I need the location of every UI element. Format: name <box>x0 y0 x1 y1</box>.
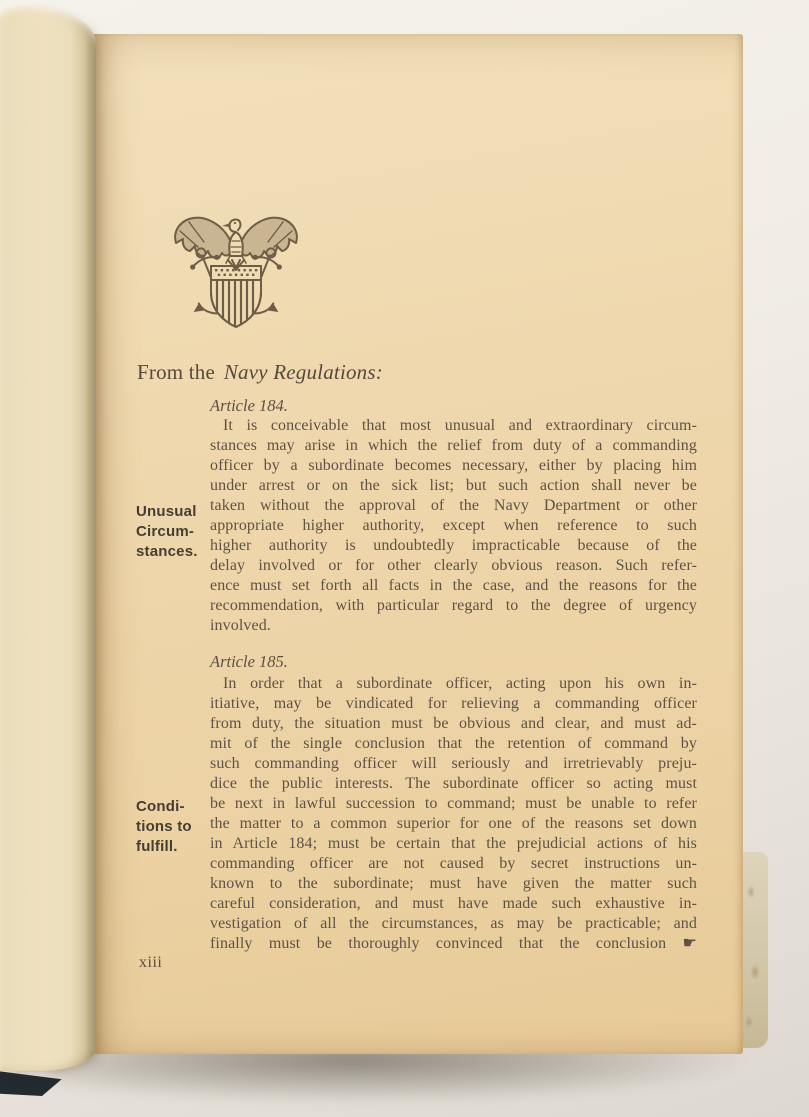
text-line: mit of the single conclusion that the retention of command by <box>210 735 697 752</box>
navy-crest-emblem <box>170 210 302 338</box>
facing-page <box>0 5 96 1071</box>
text-line: stances may arise in which the relief from duty of a commanding <box>210 437 697 454</box>
book-page <box>93 34 743 1054</box>
margin-note-line: Unusual <box>136 503 197 520</box>
page-deckle-edges <box>741 852 768 1048</box>
text-line: be next in lawful succession to command; must be unable to refer <box>210 795 697 812</box>
text-line: under arrest or on the sick list; but such action shall never be <box>210 477 697 494</box>
navy-crest-icon <box>170 210 302 338</box>
text-line: delay involved or for other clearly obvious reason. Such refer- <box>210 557 697 574</box>
text-line: vestigation of all the circumstances, as may be practicable; and <box>210 915 697 932</box>
text-line: involved. <box>210 617 271 634</box>
margin-note-line: Circum- <box>136 523 195 540</box>
text-line: such commanding officer will seriously and irretrievably preju- <box>210 755 697 772</box>
heading-prefix: From the <box>137 360 216 384</box>
text-line: appropriate higher authority, except when reference to such <box>210 517 697 534</box>
page-heading <box>137 360 383 385</box>
article-185-title: Article 185. <box>210 652 288 671</box>
margin-note-line: fulfill. <box>136 838 178 855</box>
article-184-paragraph <box>210 416 697 636</box>
margin-note-line: tions to <box>136 818 192 835</box>
page-number: xiii <box>139 954 163 971</box>
text-line: higher authority is undoubtedly impracticable because of the <box>210 537 697 554</box>
text-line: dice the public interests. The subordinate officer so acting must <box>210 775 697 792</box>
text-line: in Article 184; must be certain that the prejudicial actions of his <box>210 835 697 852</box>
text-line: commanding officer are not caused by secret instructions un- <box>210 855 697 872</box>
text-line: It is conceivable that most unusual and extraordinary circum- <box>223 417 697 434</box>
heading-italic: Navy Regulations: <box>223 360 383 384</box>
text-line: recommendation, with particular regard to the degree of urgency <box>210 597 697 614</box>
text-line: taken without the approval of the Navy Department or other <box>210 497 697 514</box>
text-line: the matter to a common superior for one of the reasons set down <box>210 815 697 832</box>
margin-note-line: Condi- <box>136 798 185 815</box>
margin-note-conditions-to-fulfill <box>136 797 214 857</box>
text-line: In order that a subordinate officer, acting upon his own in- <box>223 675 697 692</box>
text-line: ence must set forth all facts in the case, and the reasons for the <box>210 577 697 594</box>
margin-note-line: stances. <box>136 543 198 560</box>
article-184-title: Article 184. <box>210 396 288 415</box>
text-line: officer by a subordinate becomes necessary, either by placing him <box>210 457 697 474</box>
article-185-paragraph <box>210 674 697 954</box>
text-line: from duty, the situation must be obvious and clear, and must ad- <box>210 715 697 732</box>
margin-note-unusual-circumstances <box>136 502 214 562</box>
text-line: itiative, may be vindicated for relieving a commanding officer <box>210 695 697 712</box>
text-line: known to the subordinate; must have given the matter such <box>210 875 697 892</box>
text-line: finally must be thoroughly convinced that the conclusion ☛ <box>210 935 697 952</box>
text-line: careful consideration, and must have made such exhaustive in- <box>210 895 697 912</box>
